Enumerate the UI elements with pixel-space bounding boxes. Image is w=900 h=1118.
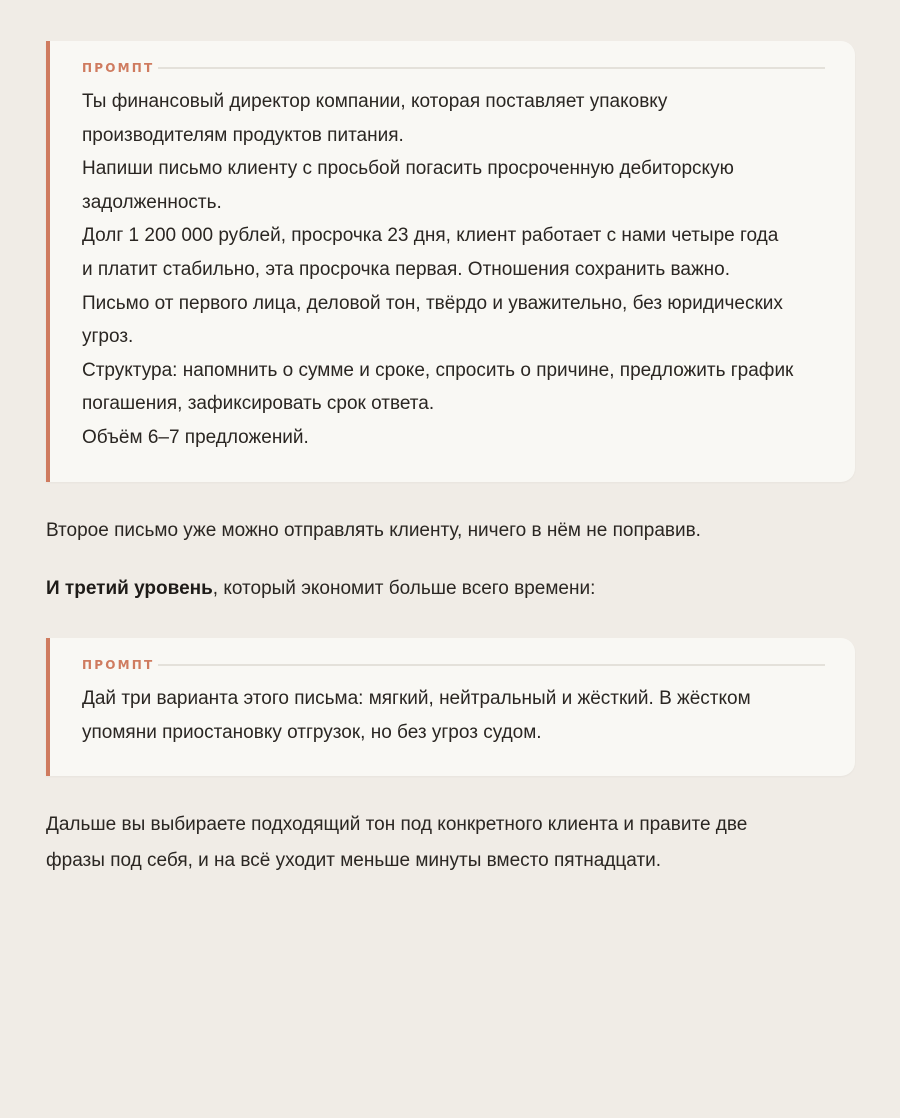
prompt-line: задолженность. [82, 191, 222, 213]
paragraph-text: , который экономит больше всего времени: [212, 578, 596, 599]
prompt-line: погашения, зафиксировать срок ответа. [82, 393, 435, 415]
paragraph-conclusion [46, 807, 855, 879]
paragraph-line: фразы под себя, и на всё уходит меньше минуты вместо пятнадцати. [46, 850, 662, 871]
paragraph-third-level [46, 571, 855, 607]
prompt-divider [158, 664, 825, 666]
emphasis-text: И третий уровень [46, 578, 213, 599]
prompt-block [46, 638, 855, 776]
prompt-line: Письмо от первого лица, деловой тон, твёрдо и уважительно, без юридических [82, 292, 783, 314]
prompt-line: Напиши письмо клиенту с просьбой погасить просроченную дебиторскую [82, 158, 734, 180]
paragraph-line: Дальше вы выбираете подходящий тон под конкретного клиента и правите две [46, 814, 748, 835]
prompt-line: Дай три варианта этого письма: мягкий, нейтральный и жёсткий. В жёстком [82, 688, 751, 709]
prompt-text [82, 682, 825, 749]
prompt-text [82, 85, 825, 455]
prompt-divider [158, 67, 825, 69]
prompt-label: ПРОМПТ [82, 658, 155, 672]
prompt-label: ПРОМПТ [82, 61, 155, 75]
prompt-line: и платит стабильно, эта просрочка первая. Отношения сохранить важно. [82, 258, 731, 280]
prompt-line: Структура: напомнить о сумме и сроке, спросить о причине, предложить график [82, 359, 794, 381]
paragraph-second-letter: Второе письмо уже можно отправлять клиенту, ничего в нём не поправив. [46, 520, 701, 541]
prompt-header [82, 658, 825, 672]
prompt-line: Ты финансовый директор компании, которая поставляет упаковку [82, 91, 668, 112]
prompt-line: Объём 6–7 предложений. [82, 426, 309, 448]
prompt-header [82, 61, 825, 75]
prompt-block [46, 41, 855, 482]
prompt-line: Долг 1 200 000 рублей, просрочка 23 дня, клиент работает с нами четыре года [82, 225, 779, 247]
prompt-line: угроз. [82, 326, 134, 348]
prompt-line: упомяни приостановку отгрузок, но без угроз судом. [82, 721, 542, 743]
article-body [46, 41, 855, 879]
prompt-line: производителям продуктов питания. [82, 124, 404, 146]
